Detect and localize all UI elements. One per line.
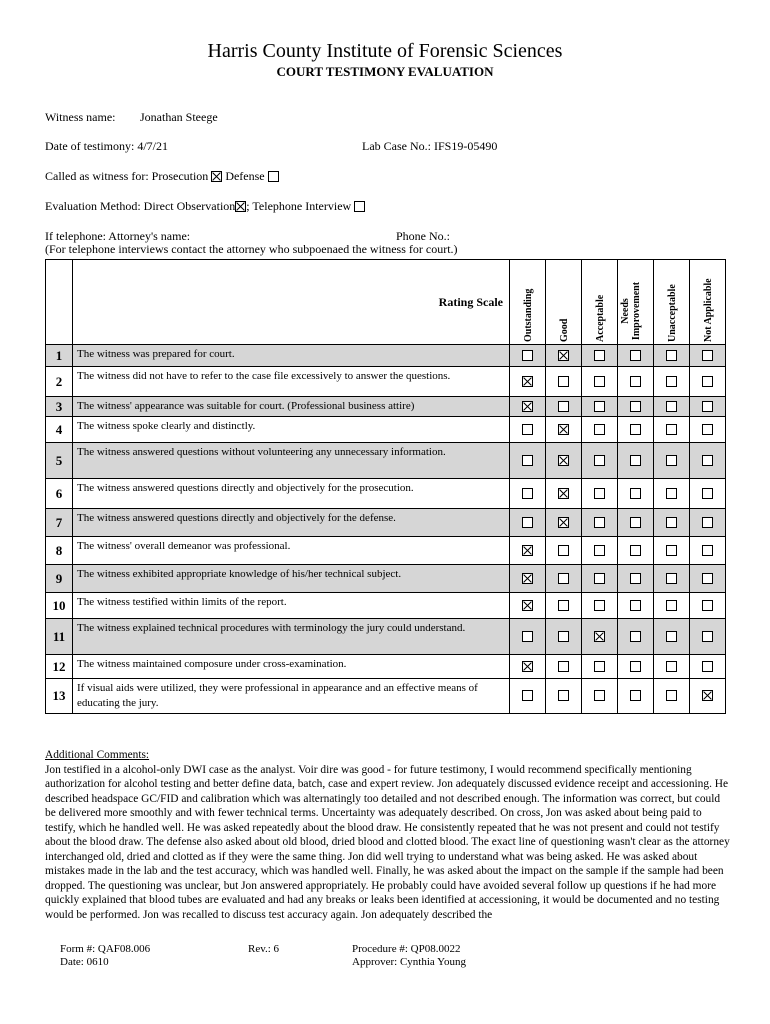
rating-cell <box>510 565 546 593</box>
rating-cell <box>690 619 726 655</box>
rating-checkbox[interactable] <box>702 631 713 642</box>
telephone-note: (For telephone interviews contact the attorney who subpoenaed the witness for court.) <box>45 242 458 256</box>
rating-checkbox[interactable] <box>522 488 533 499</box>
rating-cell <box>582 443 618 479</box>
rating-checkbox[interactable] <box>666 545 677 556</box>
rating-checkbox[interactable] <box>594 455 605 466</box>
rating-checkbox[interactable] <box>666 401 677 412</box>
rating-cell <box>582 619 618 655</box>
rating-checkbox[interactable] <box>522 573 533 584</box>
comments-heading: Additional Comments: <box>45 749 150 761</box>
rating-cell <box>546 397 582 417</box>
attorney-label: If telephone: Attorney's name: <box>45 229 191 243</box>
rating-cell <box>582 565 618 593</box>
rating-checkbox[interactable] <box>558 376 569 387</box>
rating-checkbox[interactable] <box>522 661 533 672</box>
rating-cell <box>654 443 690 479</box>
rating-checkbox[interactable] <box>594 631 605 642</box>
rating-checkbox[interactable] <box>666 517 677 528</box>
rating-cell <box>690 417 726 443</box>
rating-cell <box>618 443 654 479</box>
rating-row-13 <box>46 679 726 714</box>
rating-cell <box>690 655 726 679</box>
form-date: Date: 0610 <box>60 956 109 968</box>
rating-checkbox[interactable] <box>594 350 605 361</box>
rating-cell <box>690 537 726 565</box>
rating-cell <box>582 479 618 509</box>
rating-cell <box>510 397 546 417</box>
form-number: Form #: QAF08.006 <box>60 943 151 955</box>
rating-cell <box>618 537 654 565</box>
rating-row-7 <box>46 509 726 537</box>
rating-checkbox[interactable] <box>558 573 569 584</box>
rating-cell <box>654 565 690 593</box>
row-number: 8 <box>46 537 73 565</box>
rating-checkbox[interactable] <box>558 631 569 642</box>
rating-checkbox[interactable] <box>702 517 713 528</box>
rating-checkbox[interactable] <box>594 517 605 528</box>
rating-checkbox[interactable] <box>666 350 677 361</box>
row-number: 10 <box>46 593 73 619</box>
rating-cell <box>510 537 546 565</box>
row-number: 6 <box>46 479 73 509</box>
rating-checkbox[interactable] <box>522 690 533 701</box>
rating-checkbox[interactable] <box>702 424 713 435</box>
rating-cell <box>510 679 546 714</box>
rating-cell <box>618 367 654 397</box>
rating-cell <box>654 345 690 367</box>
criterion-text: The witness answered questions without volunteering any unnecessary information. <box>73 443 510 479</box>
footer-procedure <box>352 943 466 969</box>
rating-row-3 <box>46 397 726 417</box>
criterion-text: If visual aids were utilized, they were professional in appearance and an effective means of educating the jury. <box>73 679 510 714</box>
rating-checkbox[interactable] <box>522 545 533 556</box>
col-acceptable: Acceptable <box>582 260 618 345</box>
rating-row-9 <box>46 565 726 593</box>
rating-checkbox[interactable] <box>702 600 713 611</box>
rating-cell <box>618 655 654 679</box>
row-number: 9 <box>46 565 73 593</box>
rating-checkbox[interactable] <box>666 661 677 672</box>
rating-cell <box>546 593 582 619</box>
row-number: 5 <box>46 443 73 479</box>
witness-name: Jonathan Steege <box>140 110 218 124</box>
rating-checkbox[interactable] <box>702 376 713 387</box>
rating-checkbox[interactable] <box>558 424 569 435</box>
rating-checkbox[interactable] <box>630 545 641 556</box>
rating-cell <box>582 509 618 537</box>
called-label: Called as witness for: Prosecution <box>45 169 209 183</box>
rating-cell <box>690 443 726 479</box>
rating-checkbox[interactable] <box>558 600 569 611</box>
rating-checkbox[interactable] <box>522 600 533 611</box>
rating-cell <box>510 479 546 509</box>
rating-checkbox[interactable] <box>594 488 605 499</box>
rating-checkbox[interactable] <box>666 631 677 642</box>
rating-row-5 <box>46 443 726 479</box>
rating-cell <box>510 367 546 397</box>
rating-checkbox[interactable] <box>558 661 569 672</box>
rating-cell <box>618 509 654 537</box>
criterion-text: The witness did not have to refer to the case file excessively to answer the questions. <box>73 367 510 397</box>
rating-checkbox[interactable] <box>594 424 605 435</box>
rating-cell <box>690 509 726 537</box>
col-needs-improvement: Needs Improvement <box>618 260 654 345</box>
rating-cell <box>510 655 546 679</box>
rating-checkbox[interactable] <box>630 401 641 412</box>
rating-row-1 <box>46 345 726 367</box>
rating-checkbox[interactable] <box>558 350 569 361</box>
rating-scale-label: Rating Scale <box>73 260 510 345</box>
rating-cell <box>546 537 582 565</box>
criterion-text: The witness' appearance was suitable for court. (Professional business attire) <box>73 397 510 417</box>
rating-checkbox[interactable] <box>702 350 713 361</box>
rating-row-8 <box>46 537 726 565</box>
approver: Approver: Cynthia Young <box>352 956 466 968</box>
rating-checkbox[interactable] <box>630 424 641 435</box>
rating-cell <box>546 679 582 714</box>
header-blank <box>46 260 73 345</box>
criterion-text: The witness spoke clearly and distinctly. <box>73 417 510 443</box>
rating-checkbox[interactable] <box>630 631 641 642</box>
rating-checkbox[interactable] <box>558 401 569 412</box>
rating-checkbox[interactable] <box>522 455 533 466</box>
rating-cell <box>618 565 654 593</box>
rating-cell <box>654 655 690 679</box>
page-title: Harris County Institute of Forensic Sciences <box>207 40 563 62</box>
rating-cell <box>546 479 582 509</box>
rating-row-6 <box>46 479 726 509</box>
footer-rev: Rev.: 6 <box>248 943 280 955</box>
form-subtitle: COURT TESTIMONY EVALUATION <box>276 64 494 79</box>
rating-cell <box>582 417 618 443</box>
telephone-label: ; Telephone Interview <box>246 199 352 213</box>
rating-cell <box>618 619 654 655</box>
rating-row-4 <box>46 417 726 443</box>
rating-checkbox[interactable] <box>558 690 569 701</box>
additional-comments <box>45 748 730 922</box>
rating-row-11 <box>46 619 726 655</box>
rating-checkbox[interactable] <box>558 455 569 466</box>
rating-table <box>45 259 726 714</box>
col-not-applicable: Not Applicable <box>690 260 726 345</box>
rating-cell <box>690 679 726 714</box>
row-number: 1 <box>46 345 73 367</box>
phone-label: Phone No.: <box>396 229 450 243</box>
rating-cell <box>582 655 618 679</box>
rating-checkbox[interactable] <box>594 545 605 556</box>
rating-checkbox[interactable] <box>630 488 641 499</box>
direct-observation-checkbox[interactable] <box>235 201 246 212</box>
rating-cell <box>546 655 582 679</box>
row-number: 2 <box>46 367 73 397</box>
rating-cell <box>654 537 690 565</box>
rating-checkbox[interactable] <box>702 545 713 556</box>
rating-checkbox[interactable] <box>666 424 677 435</box>
rating-checkbox[interactable] <box>630 350 641 361</box>
rating-checkbox[interactable] <box>558 488 569 499</box>
rating-header-row <box>46 260 726 345</box>
rating-cell <box>654 619 690 655</box>
witness-label: Witness name: <box>45 110 116 124</box>
rating-checkbox[interactable] <box>594 376 605 387</box>
rating-cell <box>618 679 654 714</box>
rating-cell <box>690 565 726 593</box>
rating-cell <box>582 537 618 565</box>
rating-cell <box>510 593 546 619</box>
rating-cell <box>654 593 690 619</box>
rating-checkbox[interactable] <box>702 573 713 584</box>
rating-checkbox[interactable] <box>630 690 641 701</box>
rating-cell <box>546 509 582 537</box>
criterion-text: The witness explained technical procedures with terminology the jury could understand. <box>73 619 510 655</box>
date-of-testimony: Date of testimony: 4/7/21 <box>45 139 168 153</box>
evaluation-method <box>45 199 365 214</box>
rating-checkbox[interactable] <box>630 573 641 584</box>
rating-checkbox[interactable] <box>666 376 677 387</box>
rating-checkbox[interactable] <box>630 455 641 466</box>
rating-cell <box>618 397 654 417</box>
rating-cell <box>618 345 654 367</box>
criterion-text: The witness testified within limits of the report. <box>73 593 510 619</box>
rating-cell <box>582 345 618 367</box>
rating-checkbox[interactable] <box>594 600 605 611</box>
rating-checkbox[interactable] <box>522 631 533 642</box>
rating-row-12 <box>46 655 726 679</box>
rating-cell <box>618 417 654 443</box>
rating-checkbox[interactable] <box>522 376 533 387</box>
rating-row-2 <box>46 367 726 397</box>
rating-checkbox[interactable] <box>666 455 677 466</box>
rating-cell <box>582 679 618 714</box>
rating-checkbox[interactable] <box>702 401 713 412</box>
criterion-text: The witness' overall demeanor was professional. <box>73 537 510 565</box>
rating-cell <box>690 345 726 367</box>
rating-checkbox[interactable] <box>630 376 641 387</box>
criterion-text: The witness answered questions directly and objectively for the prosecution. <box>73 479 510 509</box>
rating-checkbox[interactable] <box>702 661 713 672</box>
rating-checkbox[interactable] <box>702 455 713 466</box>
rating-checkbox[interactable] <box>702 690 713 701</box>
col-outstanding: Outstanding <box>510 260 546 345</box>
rating-cell <box>510 619 546 655</box>
row-number: 12 <box>46 655 73 679</box>
criterion-text: The witness was prepared for court. <box>73 345 510 367</box>
col-unacceptable: Unacceptable <box>654 260 690 345</box>
lab-case-number: Lab Case No.: IFS19-05490 <box>362 139 498 153</box>
rating-checkbox[interactable] <box>558 545 569 556</box>
rating-checkbox[interactable] <box>666 488 677 499</box>
defense-checkbox[interactable] <box>268 171 279 182</box>
row-number: 7 <box>46 509 73 537</box>
rating-checkbox[interactable] <box>522 401 533 412</box>
rating-checkbox[interactable] <box>666 600 677 611</box>
rating-cell <box>654 679 690 714</box>
rating-checkbox[interactable] <box>558 517 569 528</box>
rating-cell <box>690 593 726 619</box>
rating-checkbox[interactable] <box>666 573 677 584</box>
rating-cell <box>546 345 582 367</box>
rating-cell <box>582 397 618 417</box>
rating-checkbox[interactable] <box>630 600 641 611</box>
comments-text: Jon testified in a alcohol-only DWI case as the analyst. Voir dire was good - for future testimony, I would recommend specifically mentioning authorization for alcohol testing and better define data, batch, case and expert review. Jon adequately discussed evidence receipt and accessioning. He described headspace GC/FID and calibration which was alternatingly too detailed and not described enough. The information was correct, but could be delivered more smoothly and with fewer technical terms. Uncertainty was adequately described. On cross, Jon was asked about being paid to testify, which he handled well. He was asked repeatedly about the blood draw. He consistently repeated that he was not present and could not testify about the blood draw. The defense also asked about old blood, dried blood and clotted blood. The exact line of questioning wasn't clear as the attorney interchanged old, dried and clotted as if they were the same thing. Jon did well trying to understand what was being asked. He was asked about mistakes made in the lab and the test accuracy, which was handled well. Finally, he was asked about the impact on the sample if the sample had been dropped. The questioning was unclear, but Jon answered appropriately. He probably could have avoided several follow up questions if he had more quickly explained that blood tubes are evaluated and had any breaks or leaks been identified at accessioning, it would be documented and no testing would be performed. Jon was recalled to discuss test accuracy again. Jon adequately described the <box>45 763 730 921</box>
rating-cell <box>690 479 726 509</box>
rating-cell <box>618 479 654 509</box>
rating-cell <box>510 345 546 367</box>
rating-checkbox[interactable] <box>594 573 605 584</box>
rating-cell <box>582 367 618 397</box>
rating-cell <box>510 509 546 537</box>
rating-cell <box>618 593 654 619</box>
telephone-interview-checkbox[interactable] <box>354 201 365 212</box>
rating-cell <box>582 593 618 619</box>
row-number: 4 <box>46 417 73 443</box>
row-number: 3 <box>46 397 73 417</box>
rating-cell <box>546 443 582 479</box>
rating-checkbox[interactable] <box>522 517 533 528</box>
rating-checkbox[interactable] <box>666 690 677 701</box>
col-good: Good <box>546 260 582 345</box>
row-number: 13 <box>46 679 73 714</box>
rating-cell <box>654 479 690 509</box>
rating-cell <box>690 367 726 397</box>
prosecution-checkbox[interactable] <box>211 171 222 182</box>
rating-cell <box>546 417 582 443</box>
rating-row-10 <box>46 593 726 619</box>
rating-checkbox[interactable] <box>594 661 605 672</box>
rating-checkbox[interactable] <box>594 401 605 412</box>
rating-cell <box>546 619 582 655</box>
row-number: 11 <box>46 619 73 655</box>
rating-checkbox[interactable] <box>702 488 713 499</box>
rating-cell <box>654 509 690 537</box>
rating-cell <box>510 417 546 443</box>
procedure-number: Procedure #: QP08.0022 <box>352 943 461 955</box>
rating-cell <box>654 367 690 397</box>
called-as-witness <box>45 169 279 184</box>
rating-checkbox[interactable] <box>630 661 641 672</box>
rating-checkbox[interactable] <box>522 424 533 435</box>
rating-checkbox[interactable] <box>630 517 641 528</box>
rating-cell <box>546 367 582 397</box>
criterion-text: The witness answered questions directly and objectively for the defense. <box>73 509 510 537</box>
rating-checkbox[interactable] <box>522 350 533 361</box>
method-label: Evaluation Method: Direct Observation <box>45 199 236 213</box>
rating-cell <box>690 397 726 417</box>
rating-cell <box>510 443 546 479</box>
defense-label: Defense <box>225 169 265 183</box>
rating-cell <box>654 417 690 443</box>
criterion-text: The witness exhibited appropriate knowledge of his/her technical subject. <box>73 565 510 593</box>
rating-cell <box>654 397 690 417</box>
criterion-text: The witness maintained composure under cross-examination. <box>73 655 510 679</box>
rating-checkbox[interactable] <box>594 690 605 701</box>
footer-form <box>60 943 150 969</box>
rating-cell <box>546 565 582 593</box>
